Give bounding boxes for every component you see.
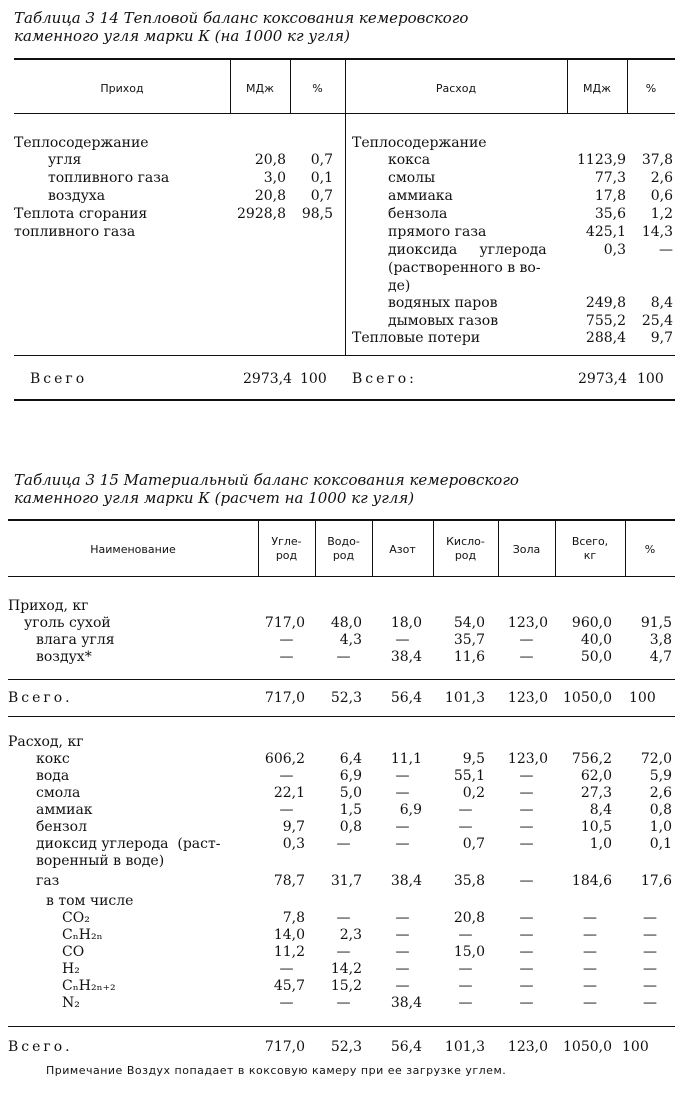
- table15-cell-ash: —: [519, 632, 534, 648]
- table15-cell-ash: —: [519, 978, 534, 994]
- table15-cell-total: 8,4: [589, 802, 612, 818]
- table15-row-label: H₂: [62, 961, 80, 977]
- table14-expense-label: дымовых газов: [388, 313, 499, 329]
- table15-cell-pct: —: [643, 995, 657, 1011]
- table14-expense-label: водяных паров: [388, 295, 498, 311]
- table15-cell-carbon: 45,7: [273, 978, 305, 994]
- table14-expense-mj: 288,4: [585, 330, 626, 346]
- table15-cell-hydrogen: 31,7: [330, 873, 362, 889]
- table15-header-carbon: род: [275, 549, 298, 562]
- table15-cell-pct: —: [643, 944, 657, 960]
- table15-cell-nitrogen: 38,4: [390, 873, 422, 889]
- table15-cell-hydrogen: 2,3: [339, 927, 362, 943]
- table14-header-mj: МДж: [246, 82, 274, 95]
- table15-cell-oxygen: —: [458, 995, 473, 1011]
- table15-row-label: смола: [36, 785, 81, 801]
- table15-header-oxygen: Кисло-: [446, 535, 485, 548]
- table15-header-carbon: Угле-: [271, 535, 302, 548]
- table15-cell-total: —: [583, 927, 597, 943]
- table15-cell-hydrogen: 15,2: [330, 978, 362, 994]
- table14-expense-label: кокса: [388, 152, 431, 168]
- table15-cell-ash: —: [519, 927, 534, 943]
- table15-row-label: Расход, кг: [8, 734, 84, 750]
- table15-row-label: Приход, кг: [8, 598, 89, 614]
- table15-header-name: Наименование: [90, 543, 176, 556]
- table15-cell-hydrogen: —: [336, 836, 351, 852]
- table14-expense-label: смолы: [388, 170, 436, 186]
- table14-income-mj: 3,0: [263, 170, 286, 186]
- table15-cell-carbon: 22,1: [273, 785, 305, 801]
- table15-row-label: уголь сухой: [24, 615, 111, 631]
- table15-header-ash: Зола: [512, 543, 541, 556]
- table15-cell-carbon: 11,2: [273, 944, 305, 960]
- table15-cell-ash: 123,0: [507, 751, 548, 767]
- table14-expense-label: (растворенного в во-: [388, 260, 541, 276]
- table15-total-oxygen: 101,3: [444, 1039, 485, 1055]
- table14-total-income-label: Всего: [30, 371, 88, 387]
- table14-bottom-rule: [14, 399, 675, 401]
- table15-cell-hydrogen: 1,5: [339, 802, 362, 818]
- table15-total-hydrogen: 52,3: [330, 1039, 362, 1055]
- table15-cell-ash: —: [519, 944, 534, 960]
- table14-income-pct: 98,5: [301, 206, 333, 222]
- table15-cell-hydrogen: 4,3: [339, 632, 362, 648]
- table14-expense-label: Тепловые потери: [352, 330, 481, 346]
- table14-expense-mj: 425,1: [585, 224, 626, 240]
- table15-income-total-label: Всего.: [8, 690, 73, 706]
- table15-cell-pct: 72,0: [640, 751, 672, 767]
- table15-cell-nitrogen: —: [395, 978, 410, 994]
- table14-income-label: топливного газа: [14, 224, 136, 240]
- table14-header-pct: %: [312, 82, 323, 95]
- table15-header-pct: %: [644, 543, 656, 556]
- table15-total-ash: 123,0: [507, 690, 548, 706]
- table15-cell-nitrogen: —: [395, 632, 410, 648]
- table15-row-label: CₙH₂ₙ: [62, 927, 103, 943]
- table15-top-rule: [8, 519, 675, 521]
- table14-expense-mj: 0,3: [603, 242, 626, 258]
- table15-cell-pct: —: [643, 961, 657, 977]
- table15-cell-hydrogen: 48,0: [330, 615, 362, 631]
- table15-cell-carbon: —: [279, 768, 294, 784]
- table14-expense-pct: —: [659, 242, 673, 258]
- table15-caption-line1: Таблица 3 15 Материальный баланс коксования кемеровского: [14, 471, 519, 489]
- table14-expense-label: диоксида углерода: [388, 242, 547, 258]
- table15-cell-ash: —: [519, 785, 534, 801]
- table15-cell-nitrogen: —: [395, 961, 410, 977]
- table14-total-rule: [14, 355, 675, 356]
- table15-cell-oxygen: 54,0: [453, 615, 485, 631]
- table14-income-label: угля: [48, 152, 82, 168]
- table15-cell-ash: —: [519, 819, 534, 835]
- table15-cell-hydrogen: 6,9: [339, 768, 362, 784]
- table15-cell-pct: 1,0: [649, 819, 672, 835]
- table14-income-mj: 20,8: [254, 188, 286, 204]
- table15-cell-ash: —: [519, 961, 534, 977]
- table15-header-hydrogen: Водо-: [327, 535, 360, 548]
- table15-cell-total: —: [583, 961, 597, 977]
- table15-cell-ash: —: [519, 802, 534, 818]
- table15-cell-hydrogen: 5,0: [339, 785, 362, 801]
- table14-expense-mj: 1123,9: [577, 152, 626, 168]
- table15-cell-ash: —: [519, 873, 534, 889]
- table15-cell-nitrogen: —: [395, 910, 410, 926]
- table15-cell-total: —: [583, 995, 597, 1011]
- table15-total-nitrogen: 56,4: [390, 690, 422, 706]
- table14-total-income-pct: 100: [300, 371, 327, 387]
- table15-cell-oxygen: 0,2: [462, 785, 485, 801]
- table15-row-label: воздух*: [36, 649, 92, 665]
- table15-total-oxygen: 101,3: [444, 690, 485, 706]
- table15-cell-hydrogen: 6,4: [339, 751, 362, 767]
- table15-cell-carbon: 606,2: [264, 751, 305, 767]
- table15-cell-pct: —: [643, 910, 657, 926]
- table15-header-hydrogen: род: [332, 549, 355, 562]
- table15-row-label: CₙH₂ₙ₊₂: [62, 978, 116, 994]
- table15-row-label: газ: [36, 873, 60, 889]
- table14-income-pct: 0,7: [310, 188, 333, 204]
- table15-cell-carbon: 0,3: [282, 836, 305, 852]
- table15-cell-oxygen: 20,8: [453, 910, 485, 926]
- table14-expense-label: аммиака: [388, 188, 453, 204]
- table15-cell-oxygen: 0,7: [462, 836, 485, 852]
- table15-cell-ash: —: [519, 836, 534, 852]
- table15-cell-carbon: 14,0: [273, 927, 305, 943]
- table14-expense-pct: 9,7: [650, 330, 673, 346]
- table14-expense-mj: 35,6: [594, 206, 626, 222]
- table15-row-label: диоксид углерода (раст-: [36, 836, 221, 852]
- table14-expense-mj: 17,8: [594, 188, 626, 204]
- table14-expense-pct: 25,4: [641, 313, 673, 329]
- table15-cell-hydrogen: —: [336, 944, 351, 960]
- table15-cell-nitrogen: —: [395, 836, 410, 852]
- table15-cell-total: 184,6: [571, 873, 612, 889]
- table15-cell-ash: 123,0: [507, 615, 548, 631]
- table15-cell-hydrogen: 14,2: [330, 961, 362, 977]
- table15-cell-carbon: 9,7: [282, 819, 305, 835]
- table14-caption-line1: Таблица 3 14 Тепловой баланс коксования кемеровского: [14, 9, 469, 27]
- table15-cell-ash: —: [519, 910, 534, 926]
- table14-expense-pct: 2,6: [650, 170, 673, 186]
- table14-caption-line2: каменного угля марки К (на 1000 кг угля): [14, 27, 350, 45]
- table14-expense-mj: 77,3: [594, 170, 626, 186]
- table15-caption-line2: каменного угля марки К (расчет на 1000 кг угля): [14, 489, 415, 507]
- table15-cell-carbon: —: [279, 802, 294, 818]
- table15-cell-hydrogen: —: [336, 649, 351, 665]
- table14-expense-pct: 8,4: [650, 295, 673, 311]
- table15-cell-total: 10,5: [580, 819, 612, 835]
- table14-income-mj: 2928,8: [237, 206, 286, 222]
- table15-cell-carbon: —: [279, 961, 294, 977]
- table15-cell-pct: —: [643, 927, 657, 943]
- table15-cell-nitrogen: 18,0: [390, 615, 422, 631]
- table15-cell-oxygen: 55,1: [453, 768, 485, 784]
- table15-cell-carbon: 7,8: [282, 910, 305, 926]
- table15-cell-carbon: —: [279, 632, 294, 648]
- table15-cell-pct: 91,5: [640, 615, 672, 631]
- table15-cell-ash: —: [519, 768, 534, 784]
- table14-income-mj: 20,8: [254, 152, 286, 168]
- table15-cell-total: 1,0: [589, 836, 612, 852]
- table15-cell-oxygen: 15,0: [453, 944, 485, 960]
- table15-row-label: бензол: [36, 819, 88, 835]
- table15-cell-oxygen: 9,5: [462, 751, 485, 767]
- table15-cell-nitrogen: —: [395, 819, 410, 835]
- table15-total-nitrogen: 56,4: [390, 1039, 422, 1055]
- table14-total-income-mj: 2973,4: [243, 371, 292, 387]
- table15-cell-total: 756,2: [571, 751, 612, 767]
- table15-cell-carbon: 78,7: [273, 873, 305, 889]
- table15-cell-ash: —: [519, 649, 534, 665]
- table15-cell-oxygen: 35,8: [453, 873, 485, 889]
- table14-income-pct: 0,7: [310, 152, 333, 168]
- table15-cell-total: 27,3: [580, 785, 612, 801]
- table15-cell-oxygen: 11,6: [453, 649, 485, 665]
- table15-cell-oxygen: —: [458, 961, 473, 977]
- table15-header-oxygen: род: [454, 549, 477, 562]
- table15-cell-nitrogen: 38,4: [390, 995, 422, 1011]
- table14-income-label: Теплосодержание: [14, 135, 149, 151]
- table15-row-label: воренный в воде): [36, 853, 165, 869]
- table15-cell-nitrogen: —: [395, 785, 410, 801]
- table15-cell-oxygen: —: [458, 978, 473, 994]
- table15-expense-total-label: Всего.: [8, 1039, 73, 1055]
- table14-expense-pct: 1,2: [650, 206, 673, 222]
- table14-header-expense: Расход: [435, 82, 477, 95]
- table14-income-label: топливного газа: [48, 170, 170, 186]
- table15-cell-pct: 17,6: [640, 873, 672, 889]
- table14-total-expense-label: Всего:: [352, 371, 417, 387]
- table15-cell-total: —: [583, 978, 597, 994]
- table15-total-pct: 100: [629, 690, 656, 706]
- table15-row-label: влага угля: [36, 632, 115, 648]
- table15-cell-pct: 0,8: [649, 802, 672, 818]
- table15-header-rule: [8, 576, 675, 577]
- table15-total-total: 1050,0: [563, 1039, 612, 1055]
- table15-header-total: кг: [583, 549, 597, 562]
- table15-cell-hydrogen: —: [336, 995, 351, 1011]
- table15-cell-pct: 4,7: [649, 649, 672, 665]
- table14-income-pct: 0,1: [310, 170, 333, 186]
- table14-expense-mj: 249,8: [585, 295, 626, 311]
- table15-cell-oxygen: 35,7: [453, 632, 485, 648]
- table15-cell-nitrogen: —: [395, 944, 410, 960]
- table15-row-label: вода: [36, 768, 70, 784]
- table15-row-label: кокс: [36, 751, 70, 767]
- table15-row-label: CO: [62, 944, 85, 960]
- table14-expense-pct: 14,3: [641, 224, 673, 240]
- table15-cell-pct: 0,1: [649, 836, 672, 852]
- table14-expense-label: Теплосодержание: [352, 135, 487, 151]
- table14-expense-mj: 755,2: [585, 313, 626, 329]
- table14-center-divider: [345, 60, 346, 355]
- table15-cell-ash: —: [519, 995, 534, 1011]
- table15-cell-carbon: —: [279, 649, 294, 665]
- table15-expense-total-rule: [8, 1026, 675, 1027]
- table15-cell-pct: 2,6: [649, 785, 672, 801]
- table15-total-carbon: 717,0: [264, 690, 305, 706]
- table14-expense-pct: 0,6: [650, 188, 673, 204]
- table15-cell-hydrogen: —: [336, 910, 351, 926]
- table15-note: Примечание Воздух попадает в коксовую камеру при ее загрузке углем.: [46, 1064, 507, 1077]
- table14-total-expense-pct: 100: [637, 371, 664, 387]
- table15-cell-total: —: [583, 944, 597, 960]
- table14-header-pct-expense: %: [645, 82, 657, 95]
- table14-expense-pct: 37,8: [641, 152, 673, 168]
- table15-cell-carbon: 717,0: [264, 615, 305, 631]
- table15-cell-nitrogen: —: [395, 927, 410, 943]
- table15-row-label: аммиак: [36, 802, 93, 818]
- table14-expense-label: де): [388, 278, 411, 294]
- table15-total-hydrogen: 52,3: [330, 690, 362, 706]
- table15-cell-total: 40,0: [580, 632, 612, 648]
- table15-header-total: Всего,: [571, 535, 609, 548]
- table15-cell-pct: 3,8: [649, 632, 672, 648]
- table14-income-label: воздуха: [48, 188, 106, 204]
- table15-row-label: в том числе: [46, 893, 134, 909]
- table14-expense-label: прямого газа: [388, 224, 487, 240]
- table15-income-total-rule: [8, 679, 675, 680]
- table15-total-ash: 123,0: [507, 1039, 548, 1055]
- table15-total-carbon: 717,0: [264, 1039, 305, 1055]
- table15-cell-oxygen: —: [458, 802, 473, 818]
- table15-header-nitrogen: Азот: [389, 543, 416, 556]
- table14-income-label: Теплота сгорания: [14, 206, 148, 222]
- table15-cell-total: 50,0: [580, 649, 612, 665]
- table15-expense-rule: [8, 716, 675, 717]
- table15-cell-total: 960,0: [571, 615, 612, 631]
- table15-total-total: 1050,0: [563, 690, 612, 706]
- table15-row-label: CO₂: [62, 910, 90, 926]
- table14-total-expense-mj: 2973,4: [578, 371, 627, 387]
- table15-row-label: N₂: [62, 995, 80, 1011]
- table15-cell-total: —: [583, 910, 597, 926]
- table14-header-mj-expense: МДж: [583, 82, 611, 95]
- table15-cell-pct: 5,9: [649, 768, 672, 784]
- table14-header-income: Приход: [100, 82, 144, 95]
- table15-cell-carbon: —: [279, 995, 294, 1011]
- table15-cell-total: 62,0: [580, 768, 612, 784]
- table15-cell-nitrogen: 11,1: [390, 751, 422, 767]
- table15-cell-oxygen: —: [458, 819, 473, 835]
- table15-cell-oxygen: —: [458, 927, 473, 943]
- table15-total-pct: 100: [622, 1039, 649, 1055]
- table15-cell-nitrogen: —: [395, 768, 410, 784]
- table15-cell-hydrogen: 0,8: [339, 819, 362, 835]
- table15-cell-nitrogen: 38,4: [390, 649, 422, 665]
- table14-expense-label: бензола: [388, 206, 448, 222]
- table15-cell-pct: —: [643, 978, 657, 994]
- table15-cell-nitrogen: 6,9: [399, 802, 422, 818]
